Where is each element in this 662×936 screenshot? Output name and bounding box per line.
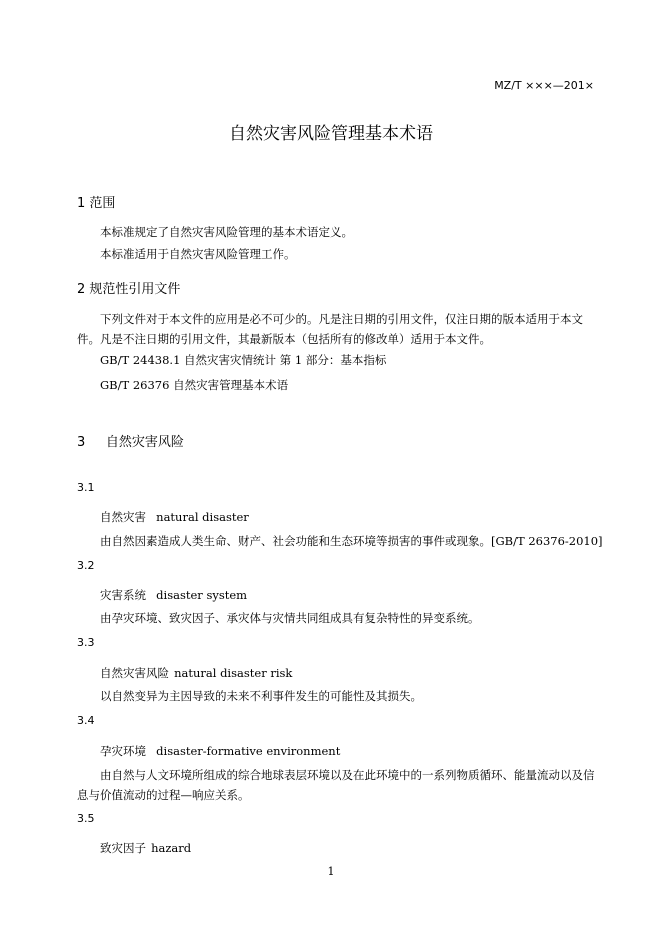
normative-reference-1: GB/T 24438.1 自然灾害灾情统计 第 1 部分：基本指标 xyxy=(100,353,387,367)
document-number: MZ/T ×××—201× xyxy=(494,79,594,92)
section-1-para-1: 本标准规定了自然灾害风险管理的基本术语定义。 xyxy=(100,225,353,239)
section-2-heading: 2 规范性引用文件 xyxy=(77,282,181,297)
term-chinese: 孕灾环境 xyxy=(100,744,146,758)
section-2-intro: 下列文件对于本文件的应用是必不可少的。凡是注日期的引用文件，仅注日期的版本适用于本文件。凡是不注日期的引用文件，其最新版本（包括所有的修改单）适用于本文件。 xyxy=(77,312,583,346)
term-english: disaster system xyxy=(156,588,248,602)
page-number: 1 xyxy=(327,865,335,878)
term-number: 3.2 xyxy=(77,559,95,572)
term-definition: 由自然与人文环境所组成的综合地球表层环境以及在此环境中的一系列物质循环、能量流动以及信息与价值流动的过程—响应关系。 xyxy=(77,768,595,802)
document-title: 自然灾害风险管理基本术语 xyxy=(229,124,433,144)
term-definition: 由孕灾环境、致灾因子、承灾体与灾情共同组成具有复杂特性的异变系统。 xyxy=(100,611,480,625)
term-number: 3.5 xyxy=(77,812,95,825)
term-chinese: 自然灾害 xyxy=(100,510,146,524)
term-chinese: 灾害系统 xyxy=(100,588,146,602)
term-heading xyxy=(100,740,340,759)
term-english: natural disaster risk xyxy=(174,666,293,680)
term-english: disaster-formative environment xyxy=(156,744,341,758)
term-heading xyxy=(100,837,191,856)
term-definition: 由自然因素造成人类生命、财产、社会功能和生态环境等损害的事件或现象。[GB/T 26376-2010] xyxy=(100,534,603,548)
term-number: 3.3 xyxy=(77,636,95,649)
section-3-heading: 3 自然灾害风险 xyxy=(77,435,184,450)
term-number: 3.4 xyxy=(77,714,95,727)
term-chinese: 致灾因子 xyxy=(100,841,146,855)
term-english: hazard xyxy=(151,841,192,855)
term-definition: 以自然变异为主因导致的未来不利事件发生的可能性及其损失。 xyxy=(100,689,422,703)
term-chinese: 自然灾害风险 xyxy=(100,666,169,680)
term-heading xyxy=(100,662,292,681)
term-heading xyxy=(100,506,249,525)
normative-reference-2: GB/T 26376 自然灾害管理基本术语 xyxy=(100,378,289,392)
term-heading xyxy=(100,584,247,603)
term-english: natural disaster xyxy=(156,510,249,524)
term-number: 3.1 xyxy=(77,481,95,494)
section-1-heading: 1 范围 xyxy=(77,196,116,211)
section-1-para-2: 本标准适用于自然灾害风险管理工作。 xyxy=(100,247,296,261)
